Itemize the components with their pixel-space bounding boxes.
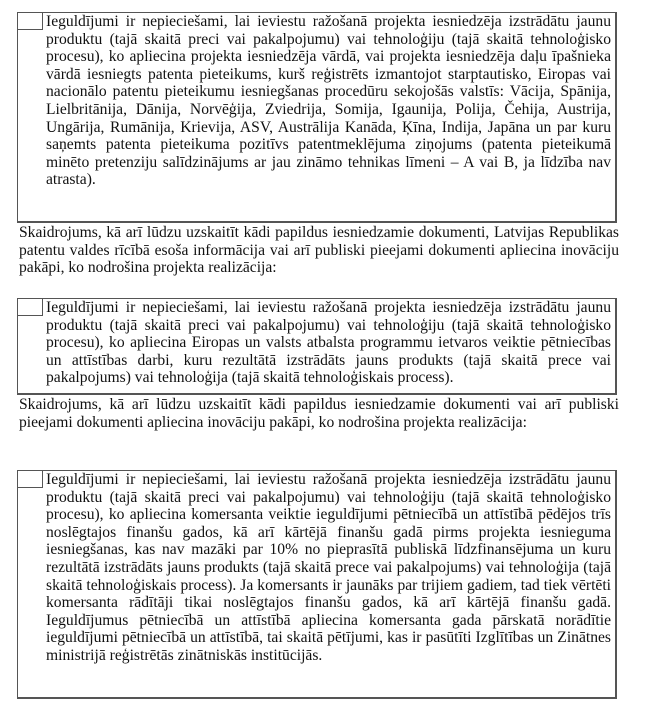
option-text-support-programme: Ieguldījumi ir nepieciešami, lai ieviestu ražošanā projekta iesniedzēja izstrādātu jaunu produktu (tajā skaitā preci vai pakalpojumu) vai tehnoloģiju (tajā skaitā tehnoloģisko procesu), ko apliecina Eiropas un valsts atbalsta programmu ietvaros veiktie pētniecības un attīstības darbi, kuru rezultātā izstrādāts jauns produkts (tajā skaitā prece vai pakalpojums) vai tehnoloģija (tajā skaitā tehnoloģiskais process).	[46, 299, 611, 387]
option-box-rnd-investment	[17, 470, 617, 699]
checkbox-rnd-investment[interactable]	[18, 471, 43, 488]
option-text-patent-application: Ieguldījumi ir nepieciešami, lai ieviestu ražošanā projekta iesniedzēja izstrādātu jaunu produktu (tajā skaitā preci vai pakalpojumu) vai tehnoloģiju (tajā skaitā tehnoloģisko procesu), ko apliecina projekta iesniedzēja vārdā, vai projekta iesniedzēja daļu īpašnieka vārdā iesniegts patenta pieteikums, kurš reģistrēts izmantojot starptautisko, Eiropas vai nacionālo patentu pieteikumu iesniegšanas procedūru sekojošās valstīs: Vācija, Spānija, Lielbritānija, Dānija, Norvēģija, Zviedrija, Somija, Igaunija, Polija, Čehija, Austrija, Ungārija, Rumānija, Krievija, ASV, Austrālija Kanāda, Ķīna, Indija, Japāna un par kuru saņemts patenta pieteikuma pozitīvs patentmeklējuma ziņojums (patenta pieteikumā minēto pretenziju salīdzinājums ar jau zināmo tehnikas līmeni – A vai B, ja līdzība nav atrasta).	[46, 13, 611, 189]
explanation-prompt-1: Skaidrojums, kā arī lūdzu uzskaitīt kādi papildus iesniedzamie dokumenti, Latvijas Republikas patentu valdes rīcībā esoša informācija vai arī publiski pieejami dokumenti apliecina inovāciju pakāpi, ko nodrošina projekta realizācija:	[19, 224, 619, 277]
option-box-patent-application	[17, 12, 617, 223]
explanation-prompt-2: Skaidrojums, kā arī lūdzu uzskaitīt kādi papildus iesniedzamie dokumenti vai arī publiski pieejami dokumenti apliecina inovāciju pakāpi, ko nodrošina projekta realizācija:	[19, 396, 619, 431]
option-box-support-programme	[17, 298, 617, 395]
checkbox-support-programme[interactable]	[18, 299, 43, 316]
checkbox-patent-application[interactable]	[18, 13, 43, 30]
option-text-rnd-investment: Ieguldījumi ir nepieciešami, lai ieviestu ražošanā projekta iesniedzēja izstrādātu jaunu produktu (tajā skaitā preci vai pakalpojumu) vai tehnoloģiju (tajā skaitā tehnoloģisko procesu), ko apliecina komersanta veiktie ieguldījumi pētniecībā un attīstībā pēdējos trīs noslēgtajos finanšu gados, kā arī kārtējā finanšu gadā pirms projekta iesnieguma iesniegšanas, kas nav mazāki par 10% no pieprasītā publiskā līdzfinansējuma un kuru rezultātā izstrādāts jauns produkts (tajā skaitā prece vai pakalpojums) vai tehnoloģija (tajā skaitā tehnoloģiskais process). Ja komersants ir jaunāks par trijiem gadiem, tad tiek vērtēti komersanta rādītāji tikai noslēgtajos finanšu gados, kā arī kārtējā finanšu gadā. Ieguldījumus pētniecībā un attīstībā apliecina komersanta gada pārskatā norādītie ieguldījumi pētniecībā un attīstībā, tai skaitā pētījumi, kas ir pasūtīti Izglītības un Zinātnes ministrijā reģistrētās zinātniskās institūcijās.	[46, 471, 611, 664]
